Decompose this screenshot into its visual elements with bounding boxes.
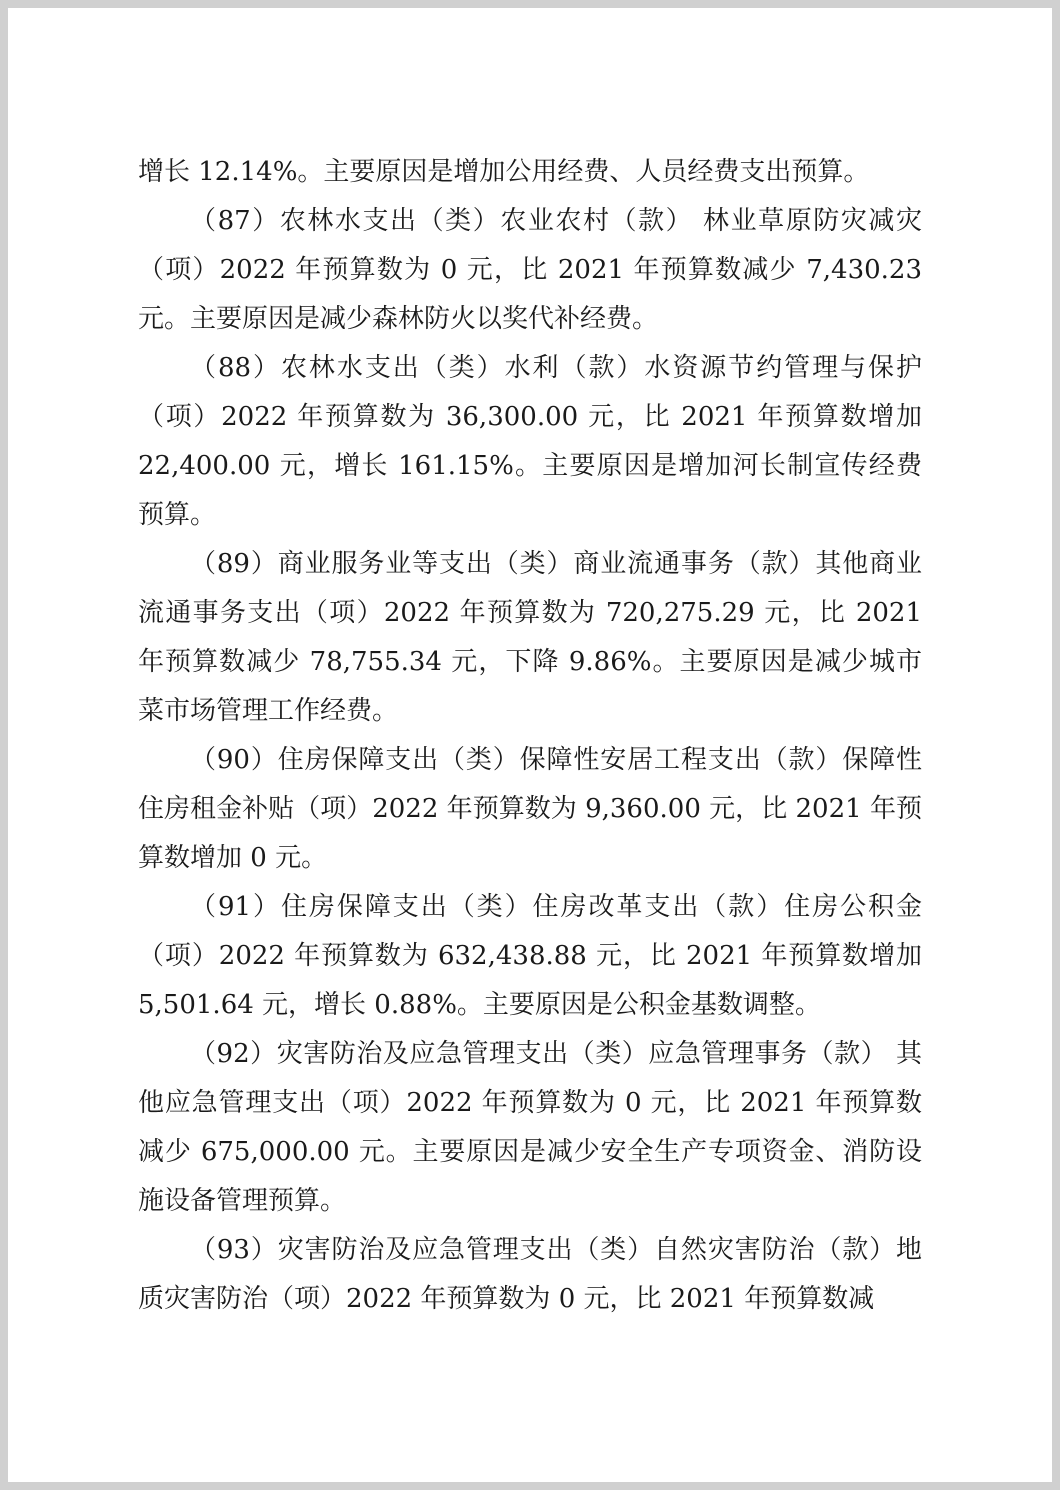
paragraph-continuation: 增长 12.14%。主要原因是增加公用经费、人员经费支出预算。 xyxy=(138,157,870,187)
paragraph-item-89: （89）商业服务业等支出（类）商业流通事务（款）其他商业流通事务支出（项）2022 年预算数为 720,275.29 元，比 2021 年预算数减少 78,755.34 元，下降 9.86%。主要原因是减少城市菜市场管理工作经费。 xyxy=(138,549,922,726)
paragraph-item-93: （93）灾害防治及应急管理支出（类）自然灾害防治（款）地质灾害防治（项）2022 年预算数为 0 元，比 2021 年预算数减 xyxy=(138,1235,922,1314)
paragraph-item-92: （92）灾害防治及应急管理支出（类）应急管理事务（款） 其他应急管理支出（项）2022 年预算数为 0 元，比 2021 年预算数减少 675,000.00 元。主要原因是减少安全生产专项资金、消防设施设备管理预算。 xyxy=(138,1039,922,1216)
paragraph-item-90: （90）住房保障支出（类）保障性安居工程支出（款）保障性住房租金补贴（项）2022 年预算数为 9,360.00 元，比 2021 年预算数增加 0 元。 xyxy=(138,745,922,873)
document-body xyxy=(138,148,922,1324)
paragraph-item-87: （87）农林水支出（类）农业农村（款） 林业草原防灾减灾（项）2022 年预算数为 0 元，比 2021 年预算数减少 7,430.23 元。主要原因是减少森林防火以奖代补经费。 xyxy=(138,206,922,334)
document-page xyxy=(8,8,1052,1482)
paragraph-item-91: （91）住房保障支出（类）住房改革支出（款）住房公积金（项）2022 年预算数为 632,438.88 元，比 2021 年预算数增加 5,501.64 元，增长 0.88%。主要原因是公积金基数调整。 xyxy=(138,892,922,1020)
paragraph-item-88: （88）农林水支出（类）水利（款）水资源节约管理与保护（项）2022 年预算数为 36,300.00 元，比 2021 年预算数增加 22,400.00 元，增长 161.15%。主要原因是增加河长制宣传经费预算。 xyxy=(138,353,922,530)
